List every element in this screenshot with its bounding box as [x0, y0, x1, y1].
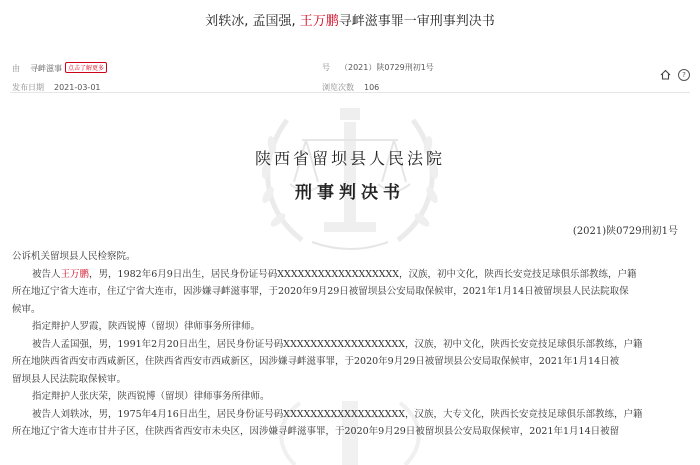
meta-cause-label: 由 — [12, 64, 20, 73]
meta-date-value: 2021-03-01 — [54, 83, 101, 92]
body-line — [12, 248, 688, 266]
body-text: 被告人 — [32, 268, 61, 280]
body-line — [12, 353, 688, 371]
body-line — [12, 388, 688, 406]
learn-more-badge[interactable]: 点击了解更多 — [65, 62, 107, 73]
share-icon[interactable] — [660, 69, 671, 83]
meta-views-label: 浏览次数 — [322, 83, 354, 92]
body-text: 公诉机关留坝县人民检察院。 — [12, 251, 136, 262]
document-title: 刑事判决书 — [295, 183, 405, 203]
title-prefix: 刘轶冰, 孟国强, — [205, 14, 300, 29]
help-icon[interactable]: ? — [678, 69, 690, 81]
case-number: (2021)陕0729刑初1号 — [572, 226, 678, 237]
body-text: 指定辩护人罗霞，陕西锐博（留坝）律师事务所律师。 — [32, 321, 261, 332]
body-line — [12, 371, 688, 389]
meta-date-label: 发布日期 — [12, 83, 44, 92]
body-line — [12, 336, 688, 354]
body-text: ，男，1982年6月9日出生，居民身份证号码XXXXXXXXXXXXXXXXXX，汉族，初中文化，陕西长安竞技足球俱乐部教练，户籍 — [89, 268, 637, 280]
court-emblem-watermark-icon — [232, 100, 468, 252]
body-text: 被告人孟国强，男，1991年2月20日出生，居民身份证号码XXXXXXXXXXXXXXXXXX，汉族，初中文化，陕西长安竞技足球俱乐部教练，户籍 — [32, 338, 643, 350]
body-line — [12, 301, 688, 319]
body-text: 指定辩护人张庆荣，陕西锐博（留坝）律师事务所律师。 — [32, 391, 270, 402]
title-highlight: 王万鹏 — [299, 14, 339, 29]
body-text: 留坝县人民法院取保候审。 — [12, 373, 127, 385]
body-text: 所在地陕西省西安市西咸新区，住陕西省西安市西咸新区，因涉嫌寻衅滋事罪，于2020年9月29日被留坝县公安局取保候审，2021年1月14日被 — [12, 356, 620, 367]
page-title — [0, 10, 700, 29]
body-text: 候审。 — [12, 303, 41, 315]
divider — [10, 92, 690, 93]
body-line — [12, 283, 688, 301]
body-line — [12, 406, 688, 424]
meta-views-value: 106 — [364, 83, 380, 92]
body-line — [12, 318, 688, 336]
body-line — [12, 423, 688, 441]
defendant-highlight: 王万鹏 — [60, 268, 90, 280]
meta-cause-value[interactable]: 寻衅滋事 — [30, 64, 62, 73]
meta-case-label: 号 — [322, 63, 330, 72]
meta-case-value: （2021）陕0729刑初1号 — [340, 63, 434, 72]
body-text: 所在地辽宁省大连市甘井子区，住陕西省西安市未央区，因涉嫌寻衅滋事罪，于2020年9月29日被留坝县公安局取保候审，2021年1月14日被留 — [12, 426, 620, 437]
body-text: 被告人刘轶冰，男，1975年4月16日出生，居民身份证号码XXXXXXXXXXXXXXXXXX，汉族，大专文化，陕西长安竞技足球俱乐部教练，户籍 — [32, 408, 643, 420]
meta-cause — [12, 62, 107, 74]
document-body — [12, 248, 688, 441]
court-name: 陕西省留坝县人民法院 — [254, 149, 445, 168]
body-text: 所在地辽宁省大连市，住辽宁省大连市，因涉嫌寻衅滋事罪，于2020年9月29日被留坝县公安局取保候审，2021年1月14日被留坝县人民法院取保 — [12, 286, 629, 297]
body-line — [12, 266, 688, 284]
meta-case — [322, 62, 434, 73]
title-suffix: 寻衅滋事罪一审刑事判决书 — [338, 14, 495, 29]
